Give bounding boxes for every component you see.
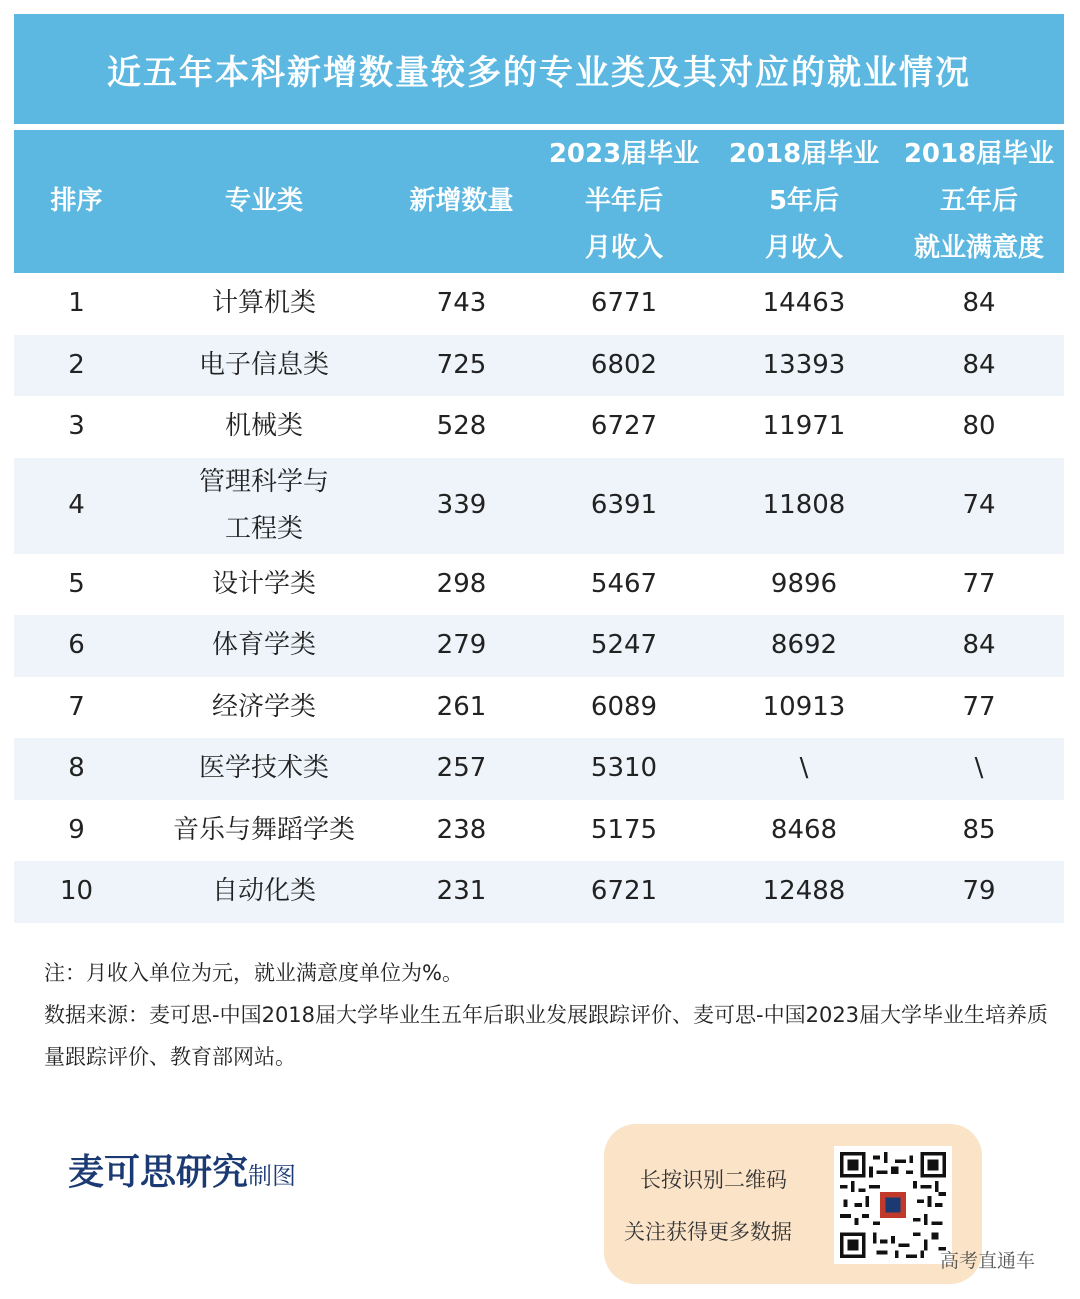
cell-satisfaction: 84 — [962, 349, 996, 380]
cell-count: 743 — [436, 288, 487, 319]
cell-income-2018: 8468 — [770, 814, 838, 845]
header-rank: 排序 — [50, 186, 103, 216]
table-header — [14, 130, 1064, 273]
header-satisfaction-line2: 五年后 — [939, 186, 1018, 216]
header-income-2018 — [714, 130, 894, 273]
cell-satisfaction: \ — [974, 753, 984, 784]
corner-watermark: 高考直通车 — [940, 1250, 1036, 1272]
table-row — [14, 335, 1064, 397]
header-income-2018-line1: 2018届毕业 — [728, 139, 880, 169]
cell-major: 医学技术类 — [198, 753, 329, 784]
data-table — [14, 130, 1064, 923]
brand-suffix: 制图 — [248, 1162, 297, 1190]
cell-major-line1: 管理科学与 — [198, 466, 329, 497]
cell-satisfaction: 79 — [962, 876, 996, 907]
table-row — [14, 800, 1064, 862]
header-income-2023-line2: 半年后 — [584, 186, 663, 216]
cell-satisfaction: 84 — [962, 288, 996, 319]
header-income-2023-line3: 月收入 — [584, 233, 663, 263]
qr-line1: 长按识别二维码 — [640, 1168, 787, 1192]
header-income-2023 — [534, 130, 714, 273]
cell-income-2023: 6802 — [590, 349, 658, 380]
table-row — [14, 615, 1064, 677]
cell-count: 261 — [436, 691, 487, 722]
header-income-2018-line2: 5年后 — [768, 186, 840, 216]
header-income-2023-line1: 2023届毕业 — [548, 139, 700, 169]
cell-rank: 2 — [68, 349, 85, 380]
cell-major: 设计学类 — [211, 568, 316, 599]
cell-major: 机械类 — [224, 411, 303, 442]
cell-rank: 3 — [68, 411, 85, 442]
table-row — [14, 458, 1064, 554]
cell-income-2018: 10913 — [762, 691, 846, 722]
brand-name: 麦可思研究 — [68, 1152, 249, 1193]
cell-income-2018: \ — [799, 753, 809, 784]
cell-satisfaction: 85 — [962, 814, 996, 845]
cell-rank: 4 — [68, 490, 85, 520]
cell-rank: 9 — [68, 814, 85, 845]
cell-satisfaction: 74 — [962, 490, 996, 520]
title-divider — [14, 124, 1064, 129]
cell-major — [139, 458, 389, 554]
cell-satisfaction: 77 — [962, 691, 996, 722]
cell-income-2018: 11971 — [762, 411, 846, 442]
source-note: 数据来源：麦可思-中国2018届大学毕业生五年后职业发展跟踪评价、麦可思-中国2023届大学毕业生培养质量跟踪评价、教育部网站。 — [44, 1003, 1049, 1069]
table-body — [14, 273, 1064, 923]
table-row — [14, 677, 1064, 739]
cell-major: 体育学类 — [211, 630, 316, 661]
cell-income-2018: 13393 — [762, 349, 846, 380]
cell-income-2023: 5310 — [590, 753, 658, 784]
cell-income-2023: 5175 — [590, 814, 658, 845]
cell-income-2023: 6089 — [590, 691, 658, 722]
cell-major: 计算机类 — [211, 288, 316, 319]
cell-rank: 6 — [68, 630, 85, 661]
cell-income-2023: 6727 — [590, 411, 658, 442]
notes — [44, 952, 1054, 1078]
cell-count: 238 — [436, 814, 487, 845]
cell-count: 725 — [436, 349, 487, 380]
cell-major: 电子信息类 — [198, 349, 329, 380]
brand-credit — [68, 1144, 296, 1195]
cell-income-2023: 6771 — [590, 288, 658, 319]
cell-income-2018: 12488 — [762, 876, 846, 907]
header-satisfaction-line3: 就业满意度 — [913, 233, 1044, 263]
table-row — [14, 861, 1064, 923]
header-satisfaction — [894, 130, 1064, 273]
unit-note: 注：月收入单位为元，就业满意度单位为%。 — [44, 961, 463, 985]
cell-major: 自动化类 — [211, 876, 316, 907]
cell-count: 528 — [436, 411, 487, 442]
cell-count: 257 — [436, 753, 487, 784]
table-row — [14, 273, 1064, 335]
cell-rank: 8 — [68, 753, 85, 784]
cell-satisfaction: 80 — [962, 411, 996, 442]
cell-rank: 5 — [68, 568, 85, 599]
header-satisfaction-line1: 2018届毕业 — [903, 139, 1055, 169]
cell-count: 279 — [436, 630, 487, 661]
header-income-2018-line3: 月收入 — [764, 233, 843, 263]
table-row — [14, 738, 1064, 800]
cell-rank: 7 — [68, 691, 85, 722]
cell-major: 音乐与舞蹈学类 — [172, 814, 355, 845]
cell-count: 298 — [436, 568, 487, 599]
qr-code-icon[interactable] — [834, 1146, 952, 1264]
cell-income-2023: 5247 — [590, 630, 658, 661]
table-row — [14, 554, 1064, 616]
cell-major-line2: 工程类 — [224, 513, 303, 544]
table-title: 近五年本科新增数量较多的专业类及其对应的就业情况 — [14, 14, 1064, 124]
cell-count: 339 — [436, 490, 487, 520]
cell-count: 231 — [436, 876, 487, 907]
cell-rank: 10 — [59, 876, 94, 907]
header-count: 新增数量 — [409, 186, 514, 216]
cell-satisfaction: 84 — [962, 630, 996, 661]
header-major: 专业类 — [224, 186, 303, 216]
cell-income-2018: 8692 — [770, 630, 838, 661]
cell-income-2023: 6391 — [590, 490, 658, 520]
table-row — [14, 396, 1064, 458]
qr-line2: 关注获得更多数据 — [624, 1220, 792, 1244]
cell-satisfaction: 77 — [962, 568, 996, 599]
cell-income-2023: 6721 — [590, 876, 658, 907]
qr-card[interactable] — [604, 1124, 982, 1284]
cell-income-2018: 9896 — [770, 568, 838, 599]
cell-major: 经济学类 — [211, 691, 316, 722]
cell-rank: 1 — [68, 288, 85, 319]
cell-income-2023: 5467 — [590, 568, 658, 599]
cell-income-2018: 14463 — [762, 288, 846, 319]
cell-income-2018: 11808 — [762, 490, 846, 520]
